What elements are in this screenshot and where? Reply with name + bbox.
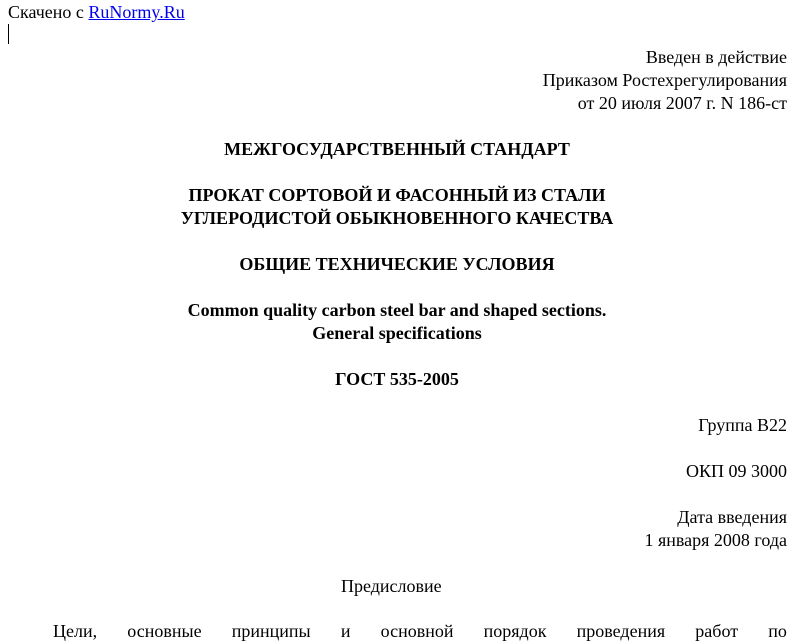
foreword-word: и [340,621,351,641]
enactment-line-2: Приказом Ростехрегулирования [542,70,787,90]
english-title-line-1: Common quality carbon steel bar and shaped sections. [187,300,607,320]
foreword-word: Цели, [53,621,98,641]
source-link[interactable]: RuNormy.Ru [88,2,185,22]
foreword-word: проведения [576,621,666,641]
foreword-first-line [53,620,787,643]
standard-title-line-2: УГЛЕРОДИСТОЙ ОБЫКНОВЕННОГО КАЧЕСТВА [180,208,614,228]
foreword-word: по [768,621,787,641]
enactment-line-3: от 20 июля 2007 г. N 186-ст [577,93,787,113]
foreword-word: принципы [231,621,311,641]
standard-title-line-1: ПРОКАТ СОРТОВОЙ И ФАСОННЫЙ ИЗ СТАЛИ [188,185,606,205]
text-cursor [8,24,9,44]
effective-date-label: Дата введения [677,507,787,527]
foreword-heading: Предисловие [341,576,442,596]
standard-subtitle: ОБЩИЕ ТЕХНИЧЕСКИЕ УСЛОВИЯ [239,254,555,274]
foreword-word: порядок [483,621,547,641]
source-prefix: Скачено с [8,2,89,22]
source-line [8,1,185,24]
effective-date-value: 1 января 2008 года [644,530,787,550]
okp-code: ОКП 09 3000 [685,461,787,481]
foreword-word: основные [127,621,202,641]
enactment-line-1: Введен в действие [645,47,787,67]
foreword-word: основной [380,621,454,641]
interstate-standard-heading: МЕЖГОСУДАРСТВЕННЫЙ СТАНДАРТ [224,139,570,159]
foreword-word: работ [695,621,739,641]
group-code: Группа В22 [698,415,787,435]
english-title-line-2: General specifications [312,323,482,343]
gost-number: ГОСТ 535-2005 [335,369,459,389]
